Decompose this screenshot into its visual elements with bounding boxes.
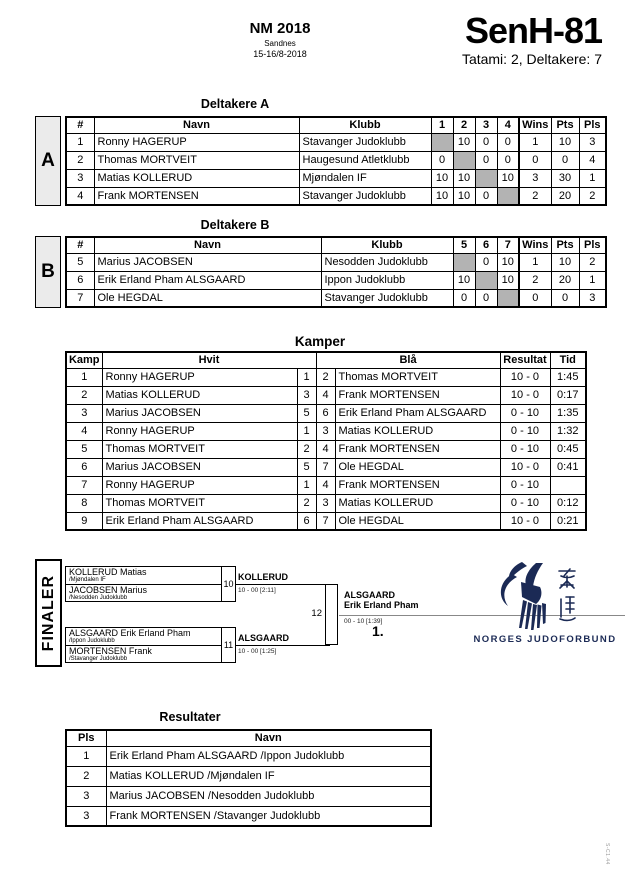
column-header: # bbox=[66, 117, 94, 133]
blue-seed-cell: 2 bbox=[316, 368, 335, 386]
match-no-cell: 8 bbox=[66, 494, 102, 512]
column-header: Pts bbox=[551, 237, 579, 253]
event-dates: 15-16/8-2018 bbox=[253, 49, 307, 59]
column-header: Navn bbox=[94, 237, 321, 253]
score-cell-self bbox=[497, 289, 519, 307]
result-name-cell: Frank MORTENSEN /Stavanger Judoklubb bbox=[106, 806, 431, 826]
white-seed-cell: 1 bbox=[297, 422, 316, 440]
match-no-cell: 4 bbox=[66, 422, 102, 440]
column-header: Wins bbox=[519, 237, 551, 253]
column-header: Wins bbox=[519, 117, 551, 133]
match-no-cell: 5 bbox=[66, 440, 102, 458]
seed-cell: 2 bbox=[66, 151, 94, 169]
result-cell: 10 - 0 bbox=[500, 512, 550, 530]
category-header bbox=[462, 12, 602, 67]
wins-cell: 2 bbox=[519, 187, 551, 205]
white-seed-cell: 5 bbox=[297, 458, 316, 476]
match-row bbox=[66, 422, 586, 440]
name-cell: Ronny HAGERUP bbox=[94, 133, 299, 151]
score-cell: 10 bbox=[431, 187, 453, 205]
group-b-label: B bbox=[35, 236, 61, 308]
blue-seed-cell: 3 bbox=[316, 422, 335, 440]
score-cell-self bbox=[497, 187, 519, 205]
match-row bbox=[66, 440, 586, 458]
time-cell: 1:45 bbox=[550, 368, 586, 386]
result-cell: 10 - 0 bbox=[500, 458, 550, 476]
column-header: Hvit bbox=[102, 352, 316, 368]
result-row bbox=[66, 746, 431, 766]
match-row bbox=[66, 476, 586, 494]
column-header: 4 bbox=[497, 117, 519, 133]
time-cell: 1:32 bbox=[550, 422, 586, 440]
time-cell: 1:35 bbox=[550, 404, 586, 422]
white-seed-cell: 1 bbox=[297, 368, 316, 386]
player-entry bbox=[66, 567, 221, 584]
winner-name: KOLLERUD bbox=[238, 572, 288, 582]
pool-b-table bbox=[65, 236, 607, 308]
score-cell-self bbox=[431, 133, 453, 151]
pls-cell: 4 bbox=[579, 151, 606, 169]
matches-title: Kamper bbox=[294, 334, 346, 349]
white-name-cell: Erik Erland Pham ALSGAARD bbox=[102, 512, 297, 530]
score-cell: 10 bbox=[497, 271, 519, 289]
match-no-cell: 2 bbox=[66, 386, 102, 404]
column-header: Navn bbox=[94, 117, 299, 133]
pts-cell: 20 bbox=[551, 271, 579, 289]
blue-name-cell: Frank MORTENSEN bbox=[335, 386, 500, 404]
blue-seed-cell: 7 bbox=[316, 458, 335, 476]
participant-row bbox=[66, 253, 606, 271]
seed-cell: 6 bbox=[66, 271, 94, 289]
column-header: Klubb bbox=[299, 117, 431, 133]
wins-cell: 0 bbox=[519, 151, 551, 169]
blue-name-cell: Ole HEGDAL bbox=[335, 458, 500, 476]
participant-row bbox=[66, 133, 606, 151]
white-name-cell: Ronny HAGERUP bbox=[102, 422, 297, 440]
participant-row bbox=[66, 151, 606, 169]
score-cell-self bbox=[453, 151, 475, 169]
score-cell: 0 bbox=[475, 289, 497, 307]
score-cell: 0 bbox=[475, 133, 497, 151]
final-winner-firstname: Erik Erland Pham bbox=[344, 600, 419, 610]
player-club: /Stavanger Judoklubb bbox=[69, 655, 128, 662]
blue-seed-cell: 4 bbox=[316, 440, 335, 458]
match-no-cell: 3 bbox=[66, 404, 102, 422]
match-row bbox=[66, 494, 586, 512]
column-header: 6 bbox=[475, 237, 497, 253]
column-header: 1 bbox=[431, 117, 453, 133]
semifinal-1-box bbox=[65, 566, 236, 602]
blue-seed-cell: 6 bbox=[316, 404, 335, 422]
score-cell: 0 bbox=[453, 289, 475, 307]
place-cell: 3 bbox=[66, 806, 106, 826]
column-header: Pls bbox=[579, 117, 606, 133]
player-club: /Ippon Judoklubb bbox=[69, 638, 115, 644]
bracket-line bbox=[339, 615, 625, 616]
judo-kanji-icon bbox=[557, 567, 577, 628]
white-name-cell: Marius JACOBSEN bbox=[102, 458, 297, 476]
pts-cell: 20 bbox=[551, 187, 579, 205]
score-cell: 0 bbox=[475, 187, 497, 205]
player-club: /Nesodden Judoklubb bbox=[69, 594, 128, 601]
pls-cell: 1 bbox=[579, 169, 606, 187]
pls-cell: 3 bbox=[579, 133, 606, 151]
result-cell: 0 - 10 bbox=[500, 404, 550, 422]
njf-logo-figure-icon bbox=[492, 560, 556, 639]
column-header: 2 bbox=[453, 117, 475, 133]
result-row bbox=[66, 766, 431, 786]
pool-header-row bbox=[66, 237, 606, 253]
player-name: ALSGAARD Erik Erland Pham bbox=[69, 628, 191, 638]
score-cell-self bbox=[453, 253, 475, 271]
final-connector bbox=[325, 584, 338, 645]
white-seed-cell: 1 bbox=[297, 476, 316, 494]
final-winner-surname: ALSGAARD bbox=[344, 590, 395, 600]
club-cell: Mjøndalen IF bbox=[299, 169, 431, 187]
blue-name-cell: Erik Erland Pham ALSGAARD bbox=[335, 404, 500, 422]
score-cell-self bbox=[475, 271, 497, 289]
white-name-cell: Ronny HAGERUP bbox=[102, 476, 297, 494]
result-cell: 10 - 0 bbox=[500, 386, 550, 404]
name-cell: Marius JACOBSEN bbox=[94, 253, 321, 271]
column-header: Klubb bbox=[321, 237, 453, 253]
participant-row bbox=[66, 289, 606, 307]
white-seed-cell: 2 bbox=[297, 494, 316, 512]
category-title: SenH-81 bbox=[464, 10, 602, 51]
time-cell: 0:45 bbox=[550, 440, 586, 458]
result-row bbox=[66, 806, 431, 826]
match-row bbox=[66, 386, 586, 404]
winner-name: ALSGAARD bbox=[238, 633, 289, 643]
pls-cell: 1 bbox=[579, 271, 606, 289]
category-info: Tatami: 2, Deltakere: 7 bbox=[461, 51, 602, 67]
white-seed-cell: 6 bbox=[297, 512, 316, 530]
match-row bbox=[66, 368, 586, 386]
column-header: Navn bbox=[106, 730, 431, 746]
score-cell-self bbox=[475, 169, 497, 187]
score-cell: 0 bbox=[475, 253, 497, 271]
result-name-cell: Marius JACOBSEN /Nesodden Judoklubb bbox=[106, 786, 431, 806]
club-cell: Stavanger Judoklubb bbox=[299, 133, 431, 151]
blue-name-cell: Frank MORTENSEN bbox=[335, 440, 500, 458]
column-header: Kamp bbox=[66, 352, 102, 368]
white-seed-cell: 5 bbox=[297, 404, 316, 422]
club-cell: Ippon Judoklubb bbox=[321, 271, 453, 289]
pool-a-table bbox=[65, 116, 607, 206]
match-no-cell: 1 bbox=[66, 368, 102, 386]
club-cell: Stavanger Judoklubb bbox=[299, 187, 431, 205]
pts-cell: 0 bbox=[551, 151, 579, 169]
white-seed-cell: 3 bbox=[297, 386, 316, 404]
finals-label-box bbox=[35, 559, 62, 667]
seed-cell: 7 bbox=[66, 289, 94, 307]
pool-b-title: Deltakere B bbox=[200, 218, 270, 232]
blue-name-cell: Frank MORTENSEN bbox=[335, 476, 500, 494]
winner-score: 10 - 00 [1:25] bbox=[238, 648, 277, 655]
score-cell: 0 bbox=[497, 151, 519, 169]
white-name-cell: Matias KOLLERUD bbox=[102, 386, 297, 404]
pls-cell: 2 bbox=[579, 253, 606, 271]
matches-table bbox=[65, 351, 587, 531]
place-cell: 3 bbox=[66, 786, 106, 806]
place-label: 1. bbox=[372, 623, 384, 639]
column-header: Pls bbox=[66, 730, 106, 746]
name-cell: Ole HEGDAL bbox=[94, 289, 321, 307]
name-cell: Matias KOLLERUD bbox=[94, 169, 299, 187]
name-cell: Thomas MORTVEIT bbox=[94, 151, 299, 169]
match-number: 10 bbox=[221, 567, 235, 601]
score-cell: 10 bbox=[453, 169, 475, 187]
player-name: JACOBSEN Marius bbox=[69, 584, 148, 595]
blue-seed-cell: 7 bbox=[316, 512, 335, 530]
seed-cell: 1 bbox=[66, 133, 94, 151]
score-cell: 10 bbox=[453, 187, 475, 205]
match-number: 12 bbox=[311, 608, 322, 619]
result-name-cell: Matias KOLLERUD /Mjøndalen IF bbox=[106, 766, 431, 786]
white-name-cell: Ronny HAGERUP bbox=[102, 368, 297, 386]
match-row bbox=[66, 458, 586, 476]
column-header: Tid bbox=[550, 352, 586, 368]
result-cell: 0 - 10 bbox=[500, 422, 550, 440]
njf-logo-text: NORGES JUDOFORBUND bbox=[473, 634, 617, 645]
event-header bbox=[180, 20, 380, 59]
club-cell: Haugesund Atletklubb bbox=[299, 151, 431, 169]
participant-row bbox=[66, 187, 606, 205]
blue-name-cell: Matias KOLLERUD bbox=[335, 494, 500, 512]
blue-name-cell: Thomas MORTVEIT bbox=[335, 368, 500, 386]
score-cell: 10 bbox=[453, 271, 475, 289]
score-cell: 10 bbox=[453, 133, 475, 151]
group-a-label: A bbox=[35, 116, 61, 206]
match-no-cell: 9 bbox=[66, 512, 102, 530]
wins-cell: 3 bbox=[519, 169, 551, 187]
time-cell: 0:21 bbox=[550, 512, 586, 530]
time-cell: 0:41 bbox=[550, 458, 586, 476]
match-row bbox=[66, 404, 586, 422]
column-header: 5 bbox=[453, 237, 475, 253]
pts-cell: 10 bbox=[551, 133, 579, 151]
column-header: # bbox=[66, 237, 94, 253]
event-title: NM 2018 bbox=[249, 20, 311, 37]
seed-cell: 4 bbox=[66, 187, 94, 205]
pts-cell: 0 bbox=[551, 289, 579, 307]
time-cell: 0:12 bbox=[550, 494, 586, 512]
version-text: S-C1.44 bbox=[604, 843, 610, 865]
match-row bbox=[66, 512, 586, 530]
white-seed-cell: 2 bbox=[297, 440, 316, 458]
white-name-cell: Marius JACOBSEN bbox=[102, 404, 297, 422]
player-name: KOLLERUD Matias bbox=[69, 567, 147, 577]
column-header: Blå bbox=[316, 352, 500, 368]
blue-seed-cell: 4 bbox=[316, 386, 335, 404]
score-cell: 0 bbox=[475, 151, 497, 169]
results-header-row bbox=[66, 730, 431, 746]
time-cell: 0:17 bbox=[550, 386, 586, 404]
player-entry bbox=[66, 645, 221, 663]
name-cell: Frank MORTENSEN bbox=[94, 187, 299, 205]
bracket-line bbox=[236, 645, 330, 646]
column-header: 3 bbox=[475, 117, 497, 133]
score-cell: 10 bbox=[497, 253, 519, 271]
club-cell: Nesodden Judoklubb bbox=[321, 253, 453, 271]
participant-row bbox=[66, 169, 606, 187]
blue-seed-cell: 3 bbox=[316, 494, 335, 512]
player-entry bbox=[66, 628, 221, 645]
score-cell: 10 bbox=[497, 169, 519, 187]
column-header: Pts bbox=[551, 117, 579, 133]
result-row bbox=[66, 786, 431, 806]
column-header: 7 bbox=[497, 237, 519, 253]
bracket-line bbox=[236, 584, 330, 585]
place-cell: 2 bbox=[66, 766, 106, 786]
result-name-cell: Erik Erland Pham ALSGAARD /Ippon Judoklubb bbox=[106, 746, 431, 766]
white-name-cell: Thomas MORTVEIT bbox=[102, 440, 297, 458]
finals-label: FINALER bbox=[39, 574, 57, 652]
wins-cell: 1 bbox=[519, 253, 551, 271]
wins-cell: 1 bbox=[519, 133, 551, 151]
results-title: Resultater bbox=[159, 710, 221, 724]
semifinal-2-box bbox=[65, 627, 236, 663]
event-location: Sandnes bbox=[264, 39, 296, 48]
seed-cell: 3 bbox=[66, 169, 94, 187]
pool-a-title: Deltakere A bbox=[200, 97, 270, 111]
final-winner-score: 00 - 10 [1:39] bbox=[344, 618, 383, 625]
player-club: /Mjøndalen IF bbox=[69, 577, 106, 583]
blue-name-cell: Matias KOLLERUD bbox=[335, 422, 500, 440]
result-cell: 0 - 10 bbox=[500, 476, 550, 494]
column-header: Resultat bbox=[500, 352, 550, 368]
time-cell bbox=[550, 476, 586, 494]
result-cell: 10 - 0 bbox=[500, 368, 550, 386]
results-table bbox=[65, 729, 432, 827]
matches-header-row bbox=[66, 352, 586, 368]
blue-seed-cell: 4 bbox=[316, 476, 335, 494]
pool-header-row bbox=[66, 117, 606, 133]
score-cell: 0 bbox=[431, 151, 453, 169]
player-name: MORTENSEN Frank bbox=[69, 645, 152, 656]
player-entry bbox=[66, 584, 221, 602]
club-cell: Stavanger Judoklubb bbox=[321, 289, 453, 307]
score-cell: 0 bbox=[497, 133, 519, 151]
pts-cell: 30 bbox=[551, 169, 579, 187]
pls-cell: 2 bbox=[579, 187, 606, 205]
column-header: Pls bbox=[579, 237, 606, 253]
match-number: 11 bbox=[221, 628, 235, 662]
participant-row bbox=[66, 271, 606, 289]
place-cell: 1 bbox=[66, 746, 106, 766]
score-cell: 10 bbox=[431, 169, 453, 187]
pls-cell: 3 bbox=[579, 289, 606, 307]
name-cell: Erik Erland Pham ALSGAARD bbox=[94, 271, 321, 289]
wins-cell: 2 bbox=[519, 271, 551, 289]
match-no-cell: 7 bbox=[66, 476, 102, 494]
result-cell: 0 - 10 bbox=[500, 440, 550, 458]
result-cell: 0 - 10 bbox=[500, 494, 550, 512]
pts-cell: 10 bbox=[551, 253, 579, 271]
seed-cell: 5 bbox=[66, 253, 94, 271]
wins-cell: 0 bbox=[519, 289, 551, 307]
match-no-cell: 6 bbox=[66, 458, 102, 476]
winner-score: 10 - 00 [2:11] bbox=[238, 587, 276, 594]
white-name-cell: Thomas MORTVEIT bbox=[102, 494, 297, 512]
blue-name-cell: Ole HEGDAL bbox=[335, 512, 500, 530]
